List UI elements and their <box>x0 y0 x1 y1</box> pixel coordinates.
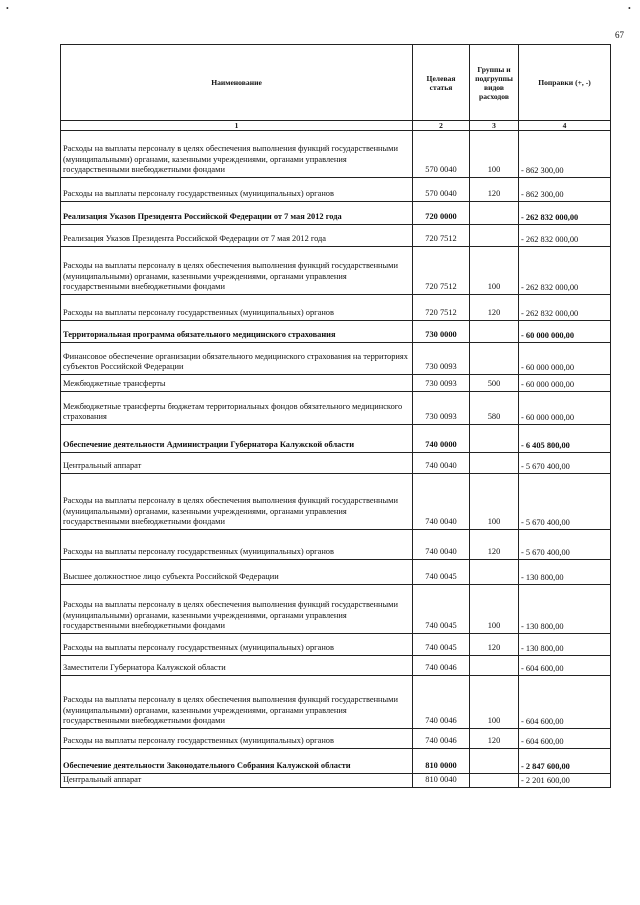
row-code: 720 7512 <box>413 225 470 247</box>
row-amount: - 60 000 000,00 <box>519 321 611 343</box>
row-name: Финансовое обеспечение организации обязательного медицинского страхования на территориях субъектов Российской Федерации <box>61 343 413 375</box>
table-row <box>61 295 611 321</box>
table-row <box>61 425 611 453</box>
table-row <box>61 375 611 392</box>
row-code: 570 0040 <box>413 131 470 178</box>
row-group <box>470 425 519 453</box>
column-number: 1 <box>61 121 413 131</box>
row-group: 100 <box>470 676 519 729</box>
row-name: Межбюджетные трансферты бюджетам территориальных фондов обязательного медицинского страхования <box>61 392 413 425</box>
table-row <box>61 343 611 375</box>
row-group <box>470 749 519 774</box>
row-name: Заместители Губернатора Калужской области <box>61 656 413 676</box>
row-group: 100 <box>470 585 519 634</box>
row-name: Расходы на выплаты персоналу в целях обеспечения выполнения функций государственными (муниципальными) органами, казенными учреждениями, органами управления государственными внебюджетными фондами <box>61 676 413 729</box>
table-row <box>61 392 611 425</box>
table-row <box>61 178 611 202</box>
row-group <box>470 453 519 474</box>
table-row <box>61 749 611 774</box>
row-code: 740 0040 <box>413 530 470 560</box>
row-code: 720 0000 <box>413 202 470 225</box>
row-amount: - 262 832 000,00 <box>519 202 611 225</box>
table-row <box>61 131 611 178</box>
row-group: 100 <box>470 247 519 295</box>
row-amount: - 130 800,00 <box>519 634 611 656</box>
row-name: Расходы на выплаты персоналу государственных (муниципальных) органов <box>61 530 413 560</box>
row-amount: - 60 000 000,00 <box>519 343 611 375</box>
row-group: 120 <box>470 178 519 202</box>
row-group <box>470 202 519 225</box>
row-amount: - 604 600,00 <box>519 656 611 676</box>
row-name: Обеспечение деятельности Законодательного Собрания Калужской области <box>61 749 413 774</box>
row-code: 740 0046 <box>413 676 470 729</box>
row-code: 810 0040 <box>413 774 470 788</box>
row-code: 740 0045 <box>413 560 470 585</box>
row-code: 570 0040 <box>413 178 470 202</box>
row-group <box>470 656 519 676</box>
row-group: 120 <box>470 295 519 321</box>
row-code: 740 0046 <box>413 656 470 676</box>
row-name: Реализация Указов Президента Российской Федерации от 7 мая 2012 года <box>61 225 413 247</box>
row-name: Расходы на выплаты персоналу государственных (муниципальных) органов <box>61 295 413 321</box>
row-group <box>470 321 519 343</box>
budget-table <box>60 44 611 788</box>
row-name: Расходы на выплаты персоналу в целях обеспечения выполнения функций государственными (муниципальными) органами, казенными учреждениями, органами управления государственными внебюджетными фондами <box>61 474 413 530</box>
column-number: 4 <box>519 121 611 131</box>
row-name: Центральный аппарат <box>61 453 413 474</box>
row-amount: - 862 300,00 <box>519 178 611 202</box>
row-code: 720 7512 <box>413 247 470 295</box>
row-name: Расходы на выплаты персоналу государственных (муниципальных) органов <box>61 634 413 656</box>
row-name: Реализация Указов Президента Российской Федерации от 7 мая 2012 года <box>61 202 413 225</box>
row-code: 740 0045 <box>413 634 470 656</box>
row-amount: - 5 670 400,00 <box>519 453 611 474</box>
row-group <box>470 225 519 247</box>
row-code: 810 0000 <box>413 749 470 774</box>
row-amount: - 60 000 000,00 <box>519 375 611 392</box>
table-row <box>61 474 611 530</box>
row-amount: - 2 201 600,00 <box>519 774 611 788</box>
row-name: Расходы на выплаты персоналу государственных (муниципальных) органов <box>61 178 413 202</box>
row-group: 120 <box>470 729 519 749</box>
row-code: 730 0093 <box>413 343 470 375</box>
row-amount: - 262 832 000,00 <box>519 247 611 295</box>
row-group: 120 <box>470 530 519 560</box>
table-row <box>61 585 611 634</box>
row-group: 580 <box>470 392 519 425</box>
table-row <box>61 634 611 656</box>
row-group: 500 <box>470 375 519 392</box>
row-name: Расходы на выплаты персоналу в целях обеспечения выполнения функций государственными (муниципальными) органами, казенными учреждениями, органами управления государственными внебюджетными фондами <box>61 247 413 295</box>
row-group: 100 <box>470 474 519 530</box>
row-name: Территориальная программа обязательного медицинского страхования <box>61 321 413 343</box>
header-code: Целевая статья <box>413 45 470 121</box>
column-number: 2 <box>413 121 470 131</box>
row-code: 740 0040 <box>413 453 470 474</box>
row-group <box>470 343 519 375</box>
row-amount: - 5 670 400,00 <box>519 474 611 530</box>
row-code: 740 0040 <box>413 474 470 530</box>
table-row <box>61 774 611 788</box>
row-amount: - 5 670 400,00 <box>519 530 611 560</box>
row-code: 720 7512 <box>413 295 470 321</box>
row-amount: - 604 600,00 <box>519 676 611 729</box>
scan-mark: • <box>6 4 9 13</box>
row-code: 740 0000 <box>413 425 470 453</box>
row-name: Высшее должностное лицо субъекта Российской Федерации <box>61 560 413 585</box>
table-row <box>61 202 611 225</box>
table-row <box>61 656 611 676</box>
row-code: 730 0093 <box>413 375 470 392</box>
row-group: 100 <box>470 131 519 178</box>
row-name: Межбюджетные трансферты <box>61 375 413 392</box>
row-code: 730 0093 <box>413 392 470 425</box>
row-group <box>470 774 519 788</box>
row-code: 730 0000 <box>413 321 470 343</box>
row-name: Расходы на выплаты персоналу в целях обеспечения выполнения функций государственными (муниципальными) органами, казенными учреждениями, органами управления государственными внебюджетными фондами <box>61 585 413 634</box>
row-name: Расходы на выплаты персоналу в целях обеспечения выполнения функций государственными (муниципальными) органами, казенными учреждениями, органами управления государственными внебюджетными фондами <box>61 131 413 178</box>
row-name: Обеспечение деятельности Администрации Губернатора Калужской области <box>61 425 413 453</box>
table-row <box>61 247 611 295</box>
scan-mark: • <box>628 4 631 13</box>
row-name: Центральный аппарат <box>61 774 413 788</box>
row-amount: - 130 800,00 <box>519 560 611 585</box>
row-amount: - 130 800,00 <box>519 585 611 634</box>
row-amount: - 262 832 000,00 <box>519 295 611 321</box>
header-name: Наименование <box>61 45 413 121</box>
row-amount: - 862 300,00 <box>519 131 611 178</box>
header-group: Группы и подгруппы видов расходов <box>470 45 519 121</box>
row-code: 740 0045 <box>413 585 470 634</box>
column-number: 3 <box>470 121 519 131</box>
row-amount: - 60 000 000,00 <box>519 392 611 425</box>
table-row <box>61 225 611 247</box>
row-amount: - 6 405 800,00 <box>519 425 611 453</box>
table-row <box>61 676 611 729</box>
table-row <box>61 453 611 474</box>
row-amount: - 604 600,00 <box>519 729 611 749</box>
row-name: Расходы на выплаты персоналу государственных (муниципальных) органов <box>61 729 413 749</box>
table-row <box>61 321 611 343</box>
row-code: 740 0046 <box>413 729 470 749</box>
row-group <box>470 560 519 585</box>
header-amount: Поправки (+, -) <box>519 45 611 121</box>
row-group: 120 <box>470 634 519 656</box>
row-amount: - 262 832 000,00 <box>519 225 611 247</box>
page-number: 67 <box>615 30 624 40</box>
row-amount: - 2 847 600,00 <box>519 749 611 774</box>
table-row <box>61 560 611 585</box>
table-row <box>61 729 611 749</box>
table-row <box>61 530 611 560</box>
